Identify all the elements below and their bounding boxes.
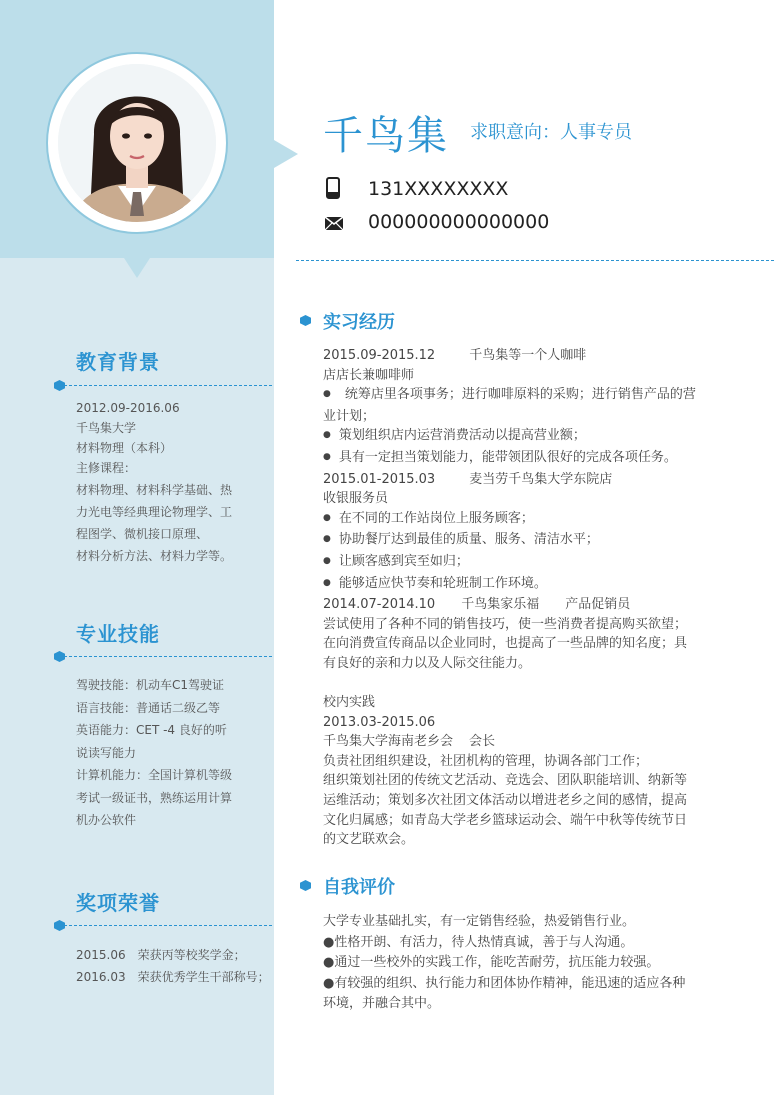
job-company: 千鸟集家乐福 — [461, 597, 540, 613]
job-desc: 有良好的亲和力以及人际交往能力。 — [323, 655, 532, 671]
job-duty: ● 在不同的工作站岗位上服务顾客； — [323, 509, 703, 531]
skill-line: 说读写能力 — [76, 745, 137, 760]
skill-line: 考试一级证书，熟练运用计算 — [76, 790, 233, 805]
job-company: 麦当劳千鸟集大学东院店 — [469, 471, 613, 487]
job-duty: ● 统筹店里各项事务；进行咖啡原料的采购；进行销售产品的营 — [323, 385, 703, 407]
awards-list — [76, 944, 270, 988]
job-date: 2015.01-2015.03 — [323, 471, 436, 487]
skill-line: 计算机能力：全国计算机等级 — [76, 768, 233, 782]
email-address: 000000000000000 — [368, 211, 550, 233]
education-title: 教育背景 — [76, 350, 160, 374]
skills-details — [76, 674, 246, 832]
job-desc: 在向消费宣传商品以企业同时，也提高了一些品牌的知名度；具 — [323, 636, 688, 652]
candidate-name: 千鸟集 — [323, 113, 449, 159]
education-line: 材料物理、材料科学基础、热 — [76, 483, 233, 497]
skill-line: 语言技能：普通话二级乙等 — [76, 700, 221, 715]
campus-desc: 运维活动；策划多次社团文体活动以增进老乡之间的感情，提高 — [323, 793, 688, 809]
section-divider — [64, 385, 272, 386]
panel-pointer-down — [124, 258, 150, 278]
awards-title: 奖项荣誉 — [76, 891, 160, 915]
job-intention: 求职意向：人事专员 — [470, 122, 632, 143]
self-eval-line: ●有较强的组织、执行能力和团体协作精神，能迅速的适应各种 — [323, 975, 686, 991]
phone-icon — [326, 177, 340, 199]
campus-label: 校内实践 — [323, 695, 376, 711]
job-role: 产品促销员 — [565, 597, 631, 613]
skills-title: 专业技能 — [76, 622, 160, 646]
campus-date: 2013.03-2015.06 — [323, 714, 436, 730]
panel-pointer-right — [274, 140, 298, 168]
self-eval-title: 自我评价 — [323, 877, 395, 898]
campus-header — [323, 732, 703, 752]
award-date: 2016.03 — [76, 970, 126, 984]
job-duty: ● 让顾客感到宾至如归； — [323, 552, 703, 574]
job-role: 收银服务员 — [323, 491, 389, 507]
self-eval-line: 环境，并融合其中。 — [323, 996, 441, 1011]
campus-desc: 的文艺联欢会。 — [323, 832, 415, 848]
section-marker-icon — [300, 880, 311, 891]
education-line: 2012.09-2016.06 — [76, 401, 180, 415]
job-company: 千鸟集等一个人咖啡 — [469, 348, 587, 363]
campus-desc: 文化归属感；如青岛大学老乡篮球运动会、端午中秋等传统节日 — [323, 812, 688, 828]
experience-title: 实习经历 — [323, 312, 395, 333]
self-eval-line: 大学专业基础扎实，有一定销售经验，热爱销售行业。 — [323, 914, 636, 929]
award-item — [76, 944, 246, 966]
job-header — [323, 595, 703, 615]
education-line: 材料分析方法、材料力学等。 — [76, 549, 233, 563]
job-role: 店店长兼咖啡师 — [323, 367, 415, 383]
job-duty: ● 协助餐厅达到最佳的质量、服务、清洁水平； — [323, 530, 703, 552]
self-eval-content — [323, 912, 703, 1015]
job-header — [323, 346, 703, 366]
education-line: 千鸟集大学 — [76, 421, 137, 435]
job-date: 2015.09-2015.12 — [323, 348, 436, 363]
self-eval-line: ●通过一些校外的实践工作，能吃苦耐劳，抗压能力较强。 — [323, 955, 660, 970]
skill-line: 机办公软件 — [76, 813, 137, 827]
job-duty: ● 能够适应快节奏和轮班制工作环境。 — [323, 574, 703, 596]
award-date: 2015.06 — [76, 948, 126, 962]
section-marker-icon — [300, 315, 311, 326]
education-details — [76, 398, 246, 566]
campus-desc: 负责社团组织建设，社团机构的管理，协调各部门工作； — [323, 753, 649, 769]
experience-content — [323, 346, 703, 850]
section-divider — [64, 656, 272, 657]
campus-desc: 组织策划社团的传统文艺活动、竞选会、团队职能培训、纳新等 — [323, 773, 688, 789]
avatar-frame — [46, 52, 228, 234]
job-duty: ● 具有一定担当策划能力，能带领团队很好的完成各项任务。 — [323, 448, 703, 470]
job-date: 2014.07-2014.10 — [323, 597, 436, 613]
avatar — [58, 64, 216, 222]
education-line: 程图学、微机接口原理、 — [76, 527, 209, 541]
education-line: 材料物理（本科） — [76, 441, 173, 455]
education-line: 主修课程： — [76, 461, 137, 475]
section-divider — [64, 925, 272, 926]
job-duty-continued: 业计划； — [323, 408, 376, 424]
skill-line: 英语能力：CET -4 良好的听 — [76, 723, 227, 737]
skill-line: 驾驶技能：机动车C1驾驶证 — [76, 678, 225, 692]
job-header — [323, 470, 703, 490]
award-text: 荣获优秀学生干部称号； — [137, 970, 270, 984]
job-duty: ● 策划组织店内运营消费活动以提高营业额； — [323, 426, 703, 448]
phone-number: 131XXXXXXXX — [368, 178, 509, 200]
portrait-photo — [58, 64, 216, 222]
award-text: 荣获丙等校奖学金； — [137, 948, 246, 962]
header-divider — [296, 260, 774, 261]
campus-org: 千鸟集大学海南老乡会 — [323, 734, 454, 750]
education-line: 力光电等经典理论物理学、工 — [76, 505, 233, 519]
mail-icon — [325, 217, 343, 230]
job-desc: 尝试使用了各种不同的销售技巧，使一些消费者提高购买欲望； — [323, 616, 688, 632]
self-eval-line: ●性格开朗、有活力，待人热情真诚，善于与人沟通。 — [323, 934, 634, 950]
award-item — [76, 966, 270, 988]
campus-position: 会长 — [469, 734, 496, 750]
